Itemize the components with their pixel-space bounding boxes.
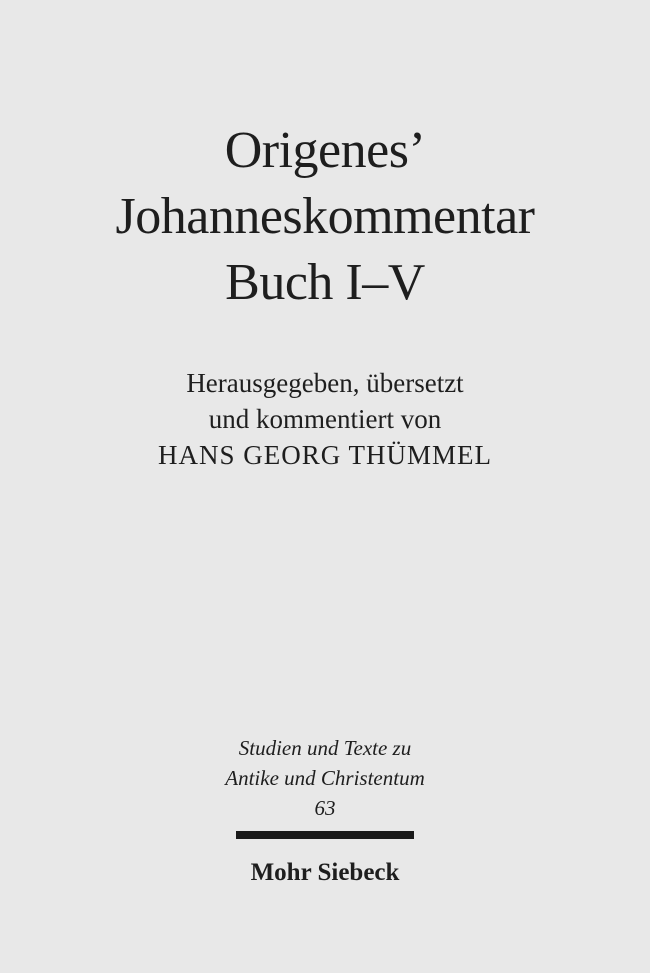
- publisher-name: Mohr Siebeck: [250, 859, 400, 886]
- credit-line-2: und kommentiert von: [208, 404, 442, 434]
- series-line-2: Antike und Christentum: [225, 766, 425, 790]
- editor-credit: [0, 365, 650, 473]
- series-number: 63: [314, 796, 336, 820]
- title-line-2: Johanneskommentar: [115, 188, 535, 245]
- series-info: [0, 733, 650, 823]
- credit-line-1: Herausgegeben, übersetzt: [186, 368, 464, 398]
- series-line-1: Studien und Texte zu: [238, 736, 412, 760]
- publisher-rule: [236, 831, 414, 839]
- title-line-3: Buch I–V: [225, 254, 425, 311]
- book-title: [0, 118, 650, 316]
- author-name: HANS GEORG THÜMMEL: [157, 440, 492, 470]
- title-line-1: Origenes’: [224, 122, 426, 179]
